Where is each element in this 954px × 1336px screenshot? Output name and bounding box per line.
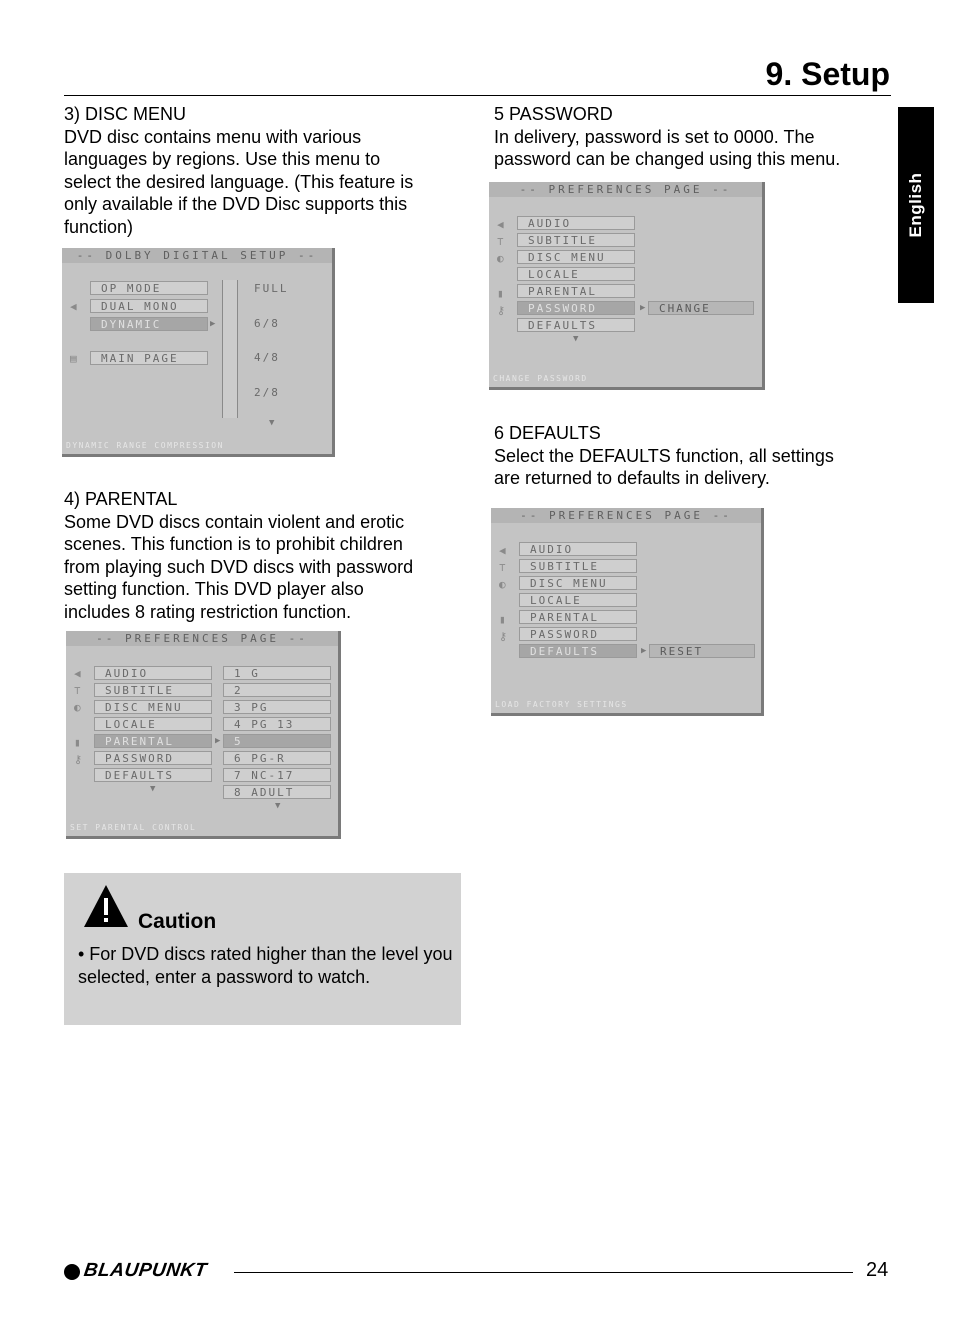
pref-item-defaults[interactable]: DEFAULTS (94, 768, 212, 782)
pref-item-defaults[interactable]: DEFAULTS (519, 644, 637, 658)
defaults-preferences-screen (491, 508, 764, 716)
parental-line: includes 8 rating restriction function. (64, 601, 352, 622)
logo-wordmark: BLAUPUNKT (82, 1260, 209, 1281)
level-4-8: 4/8 (254, 351, 280, 364)
rating-3[interactable]: 3 PG (223, 700, 331, 714)
pref-item-disc-menu[interactable]: DISC MENU (94, 700, 212, 714)
dynamic-range-slider[interactable] (222, 280, 238, 418)
key-icon: ⚷ (499, 630, 510, 643)
rating-6[interactable]: 6 PG-R (223, 751, 331, 765)
parental-line: scenes. This function is to prohibit children (64, 534, 403, 555)
password-heading: 5 PASSWORD (494, 104, 613, 124)
pref-item-audio[interactable]: AUDIO (519, 542, 637, 556)
parental-line: Some DVD discs contain violent and erotic (64, 511, 405, 532)
password-line: In delivery, password is set to 0000. The (494, 126, 815, 147)
scroll-down-icon: ▼ (573, 334, 581, 344)
parental-line: from playing such DVD discs with password (64, 556, 414, 577)
right-arrow-icon: ▶ (215, 736, 223, 746)
page-title: 9. Setup (765, 56, 890, 92)
warning-icon (82, 883, 130, 929)
parental-screen-header: -- PREFERENCES PAGE -- (66, 631, 338, 646)
disc-menu-line: only available if the DVD Disc supports this (64, 194, 408, 215)
rating-2[interactable]: 2 (223, 683, 331, 697)
speaker-icon: ◀ (70, 300, 79, 313)
lock-icon: ▮ (497, 287, 506, 300)
pref-item-defaults[interactable]: DEFAULTS (517, 318, 635, 332)
disc-menu-section (64, 103, 464, 239)
subtitle-icon: ⊤ (497, 235, 506, 248)
pref-item-disc-menu[interactable]: DISC MENU (517, 250, 635, 264)
pref-item-password[interactable]: PASSWORD (517, 301, 635, 315)
page-number: 24 (866, 1259, 889, 1281)
reset-option[interactable]: RESET (649, 644, 755, 658)
pref-item-locale[interactable]: LOCALE (517, 267, 635, 281)
dolby-item-main-page[interactable]: MAIN PAGE (90, 351, 208, 365)
blaupunkt-logo (64, 1261, 228, 1283)
disc-menu-line: DVD disc contains menu with various (64, 126, 362, 147)
pref-item-locale[interactable]: LOCALE (519, 593, 637, 607)
language-tab (898, 107, 934, 303)
rating-7[interactable]: 7 NC-17 (223, 768, 331, 782)
rating-8[interactable]: 8 ADULT (223, 785, 331, 799)
password-line: password can be changed using this menu. (494, 149, 841, 170)
pref-item-audio[interactable]: AUDIO (94, 666, 212, 680)
dolby-screen-footer: DYNAMIC RANGE COMPRESSION (66, 441, 224, 450)
subtitle-icon: ⊤ (499, 561, 508, 574)
caution-text: • For DVD discs rated higher than the level you selected, enter a password to watch. (78, 944, 453, 987)
password-screen-header: -- PREFERENCES PAGE -- (489, 182, 762, 197)
pref-item-parental[interactable]: PARENTAL (94, 734, 212, 748)
disc-menu-line: languages by regions. Use this menu to (64, 149, 381, 170)
scroll-down-icon: ▼ (275, 801, 283, 811)
defaults-screen-header: -- PREFERENCES PAGE -- (491, 508, 761, 523)
pref-item-parental[interactable]: PARENTAL (519, 610, 637, 624)
dolby-item-op-mode[interactable]: OP MODE (90, 281, 208, 295)
language-tab-label: English (906, 172, 925, 238)
rating-4[interactable]: 4 PG 13 (223, 717, 331, 731)
audio-icon: ◀ (74, 667, 83, 680)
pref-item-disc-menu[interactable]: DISC MENU (519, 576, 637, 590)
rating-1[interactable]: 1 G (223, 666, 331, 680)
parental-preferences-screen (66, 631, 341, 839)
dolby-setup-screen (62, 248, 335, 457)
defaults-screen-footer: LOAD FACTORY SETTINGS (495, 700, 628, 709)
parental-heading: 4) PARENTAL (64, 489, 178, 509)
pref-item-password[interactable]: PASSWORD (94, 751, 212, 765)
pref-item-subtitle[interactable]: SUBTITLE (517, 233, 635, 247)
title-divider (64, 95, 891, 96)
caution-title: Caution (138, 910, 217, 933)
disc-icon: ◐ (497, 252, 506, 265)
disc-icon: ◐ (74, 701, 83, 714)
right-arrow-icon: ▶ (640, 303, 648, 313)
page-icon: ▤ (70, 352, 79, 365)
dolby-screen-header: -- DOLBY DIGITAL SETUP -- (62, 248, 332, 263)
pref-item-parental[interactable]: PARENTAL (517, 284, 635, 298)
pref-item-subtitle[interactable]: SUBTITLE (519, 559, 637, 573)
dolby-item-dual-mono[interactable]: DUAL MONO (90, 299, 208, 313)
logo-dot (64, 1264, 80, 1280)
parental-section (64, 488, 464, 624)
level-6-8: 6/8 (254, 317, 280, 330)
parental-screen-footer: SET PARENTAL CONTROL (70, 823, 197, 832)
defaults-heading: 6 DEFAULTS (494, 423, 601, 443)
pref-item-password[interactable]: PASSWORD (519, 627, 637, 641)
right-arrow-icon: ▶ (210, 319, 218, 329)
rating-5[interactable]: 5 (223, 734, 331, 748)
lock-icon: ▮ (74, 736, 83, 749)
password-section (494, 103, 884, 171)
footer-divider (234, 1272, 853, 1273)
scroll-down-icon: ▼ (269, 418, 277, 428)
password-screen-footer: CHANGE PASSWORD (493, 374, 588, 383)
defaults-section (494, 422, 884, 490)
disc-menu-heading: 3) DISC MENU (64, 104, 187, 124)
disc-icon: ◐ (499, 578, 508, 591)
dolby-item-dynamic[interactable]: DYNAMIC (90, 317, 208, 331)
pref-item-audio[interactable]: AUDIO (517, 216, 635, 230)
defaults-line: Select the DEFAULTS function, all settings (494, 445, 834, 466)
change-password-option[interactable]: CHANGE (648, 301, 754, 315)
key-icon: ⚷ (74, 753, 85, 766)
pref-item-subtitle[interactable]: SUBTITLE (94, 683, 212, 697)
audio-icon: ◀ (497, 218, 506, 231)
right-arrow-icon: ▶ (641, 646, 649, 656)
pref-item-locale[interactable]: LOCALE (94, 717, 212, 731)
disc-menu-line: function) (64, 216, 134, 237)
subtitle-icon: ⊤ (74, 684, 83, 697)
level-full: FULL (254, 282, 289, 295)
scroll-down-icon: ▼ (150, 784, 158, 794)
password-preferences-screen (489, 182, 765, 390)
audio-icon: ◀ (499, 544, 508, 557)
parental-line: setting function. This DVD player also (64, 579, 364, 600)
caution-box (64, 873, 461, 1025)
lock-icon: ▮ (499, 613, 508, 626)
defaults-line: are returned to defaults in delivery. (494, 468, 770, 489)
disc-menu-line: select the desired language. (This feature is (64, 171, 414, 192)
level-2-8: 2/8 (254, 386, 280, 399)
key-icon: ⚷ (497, 304, 508, 317)
